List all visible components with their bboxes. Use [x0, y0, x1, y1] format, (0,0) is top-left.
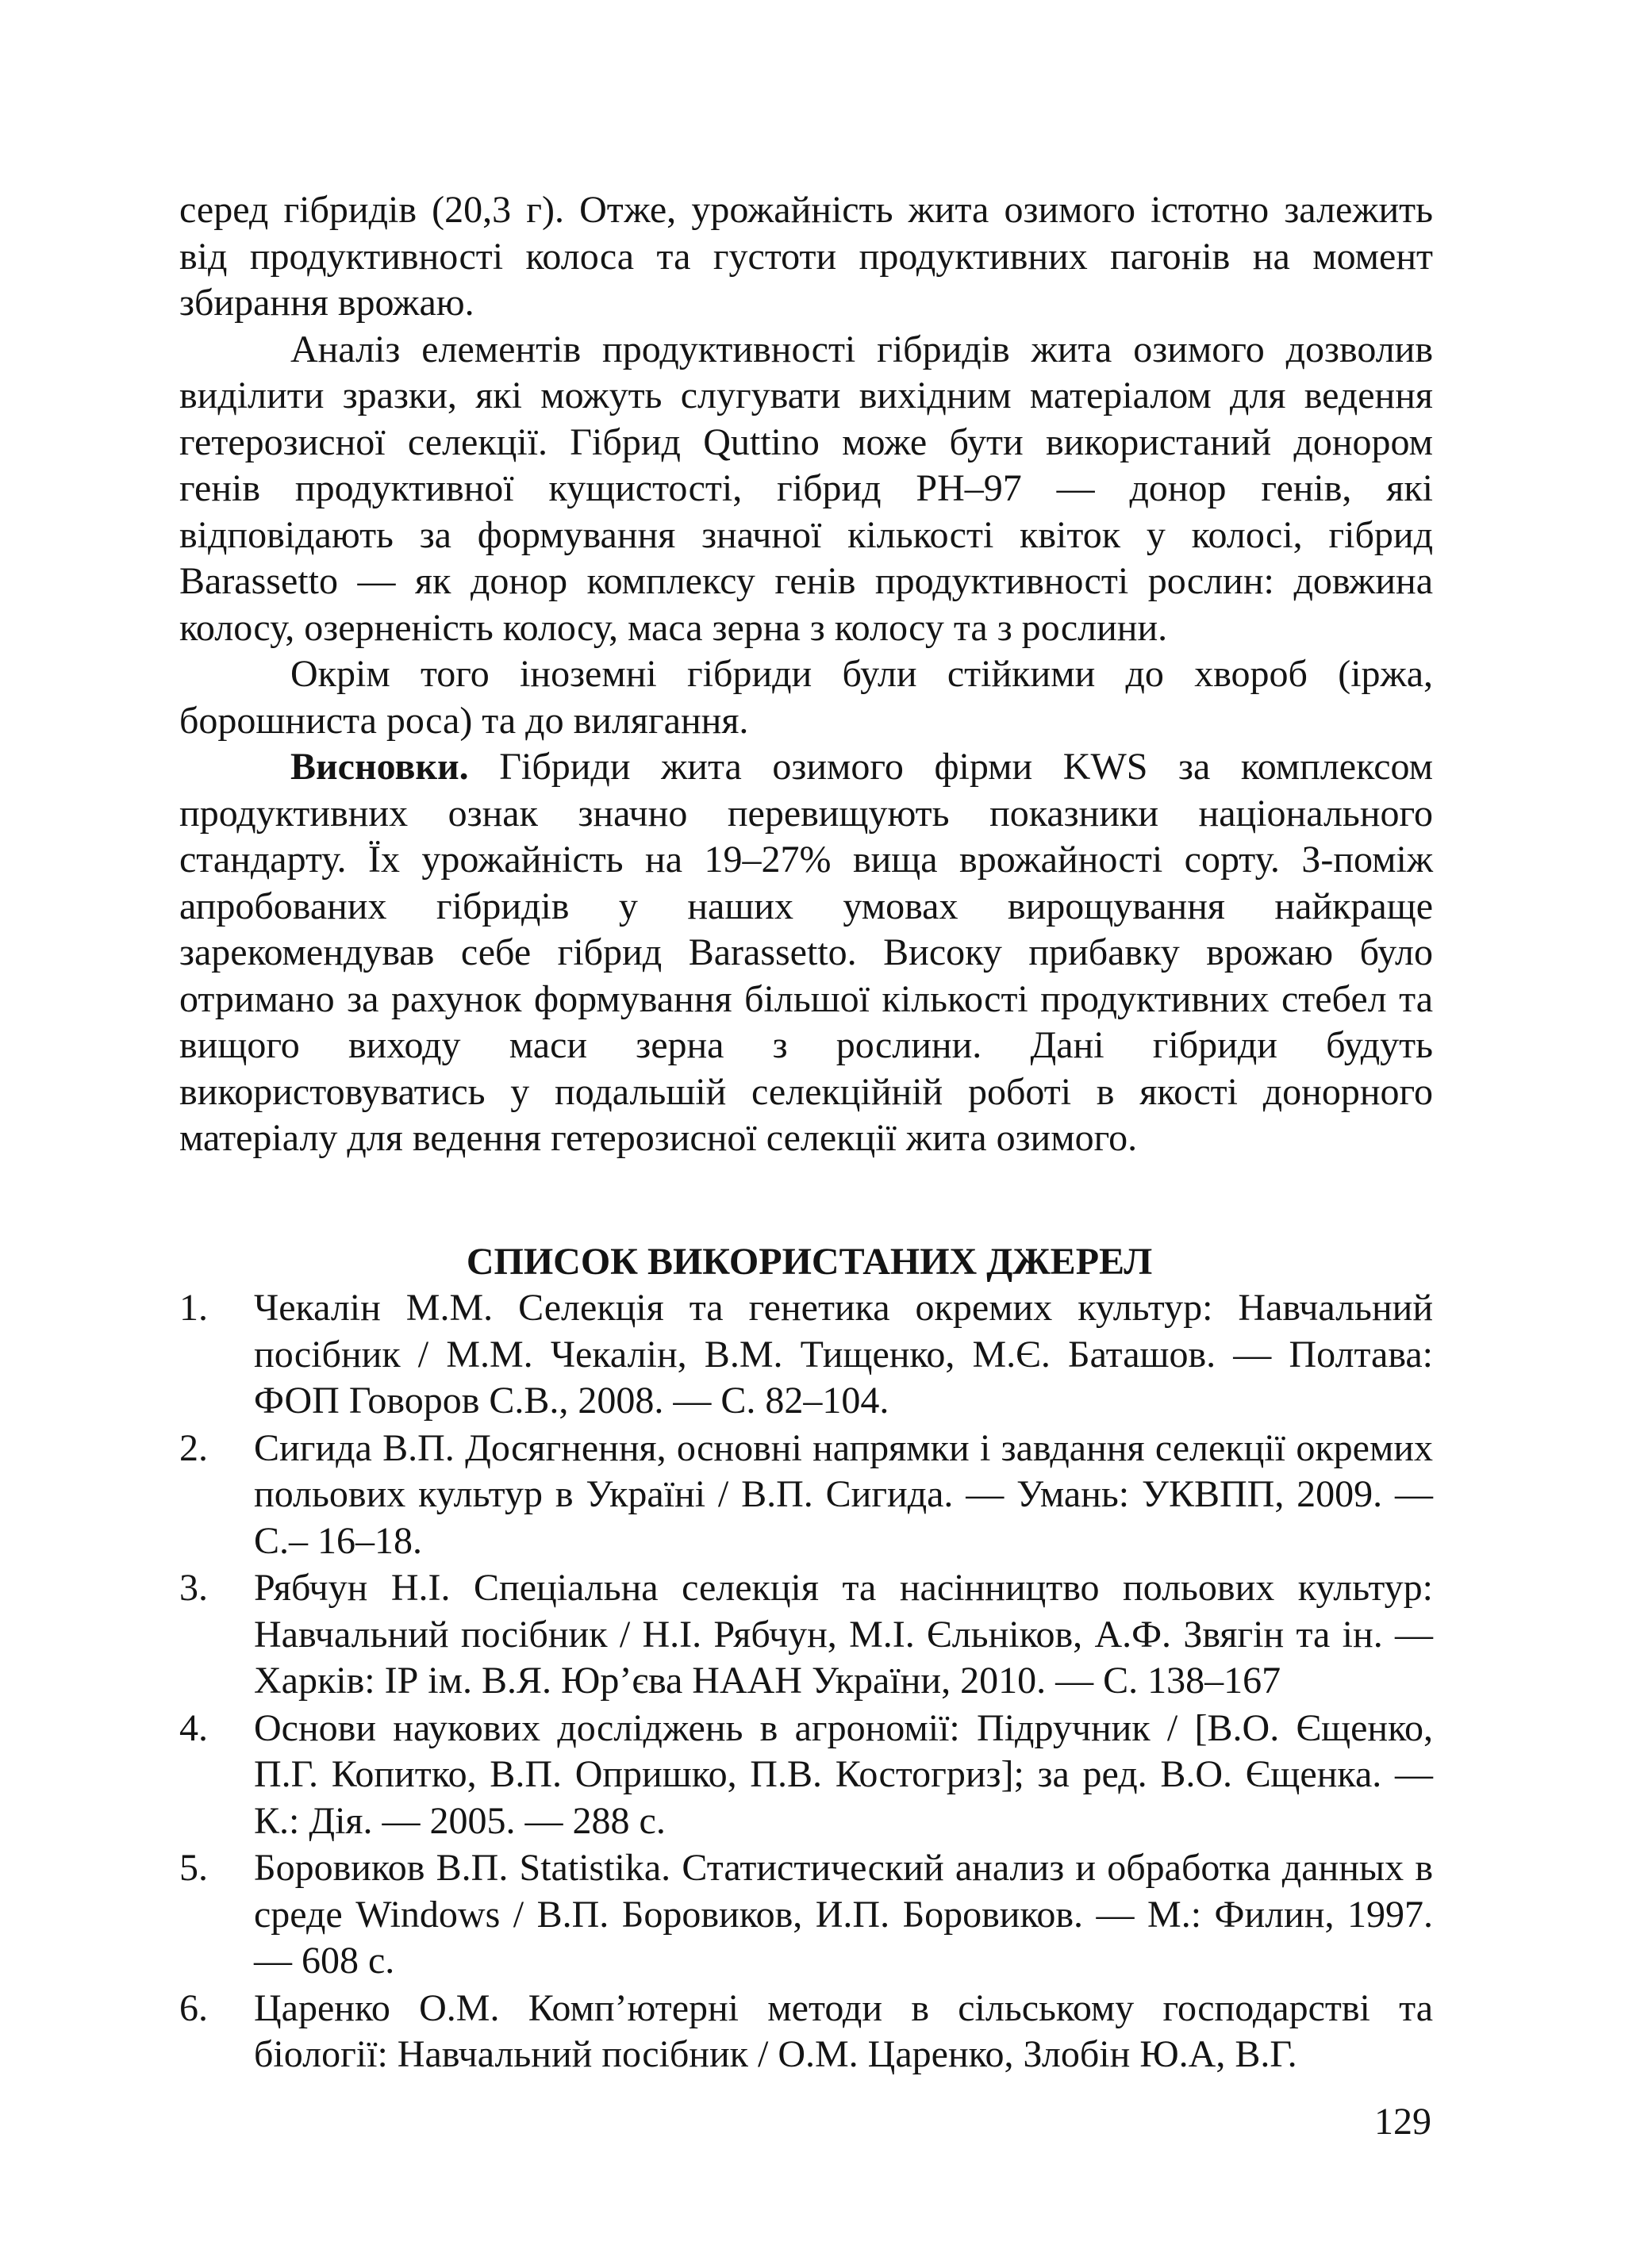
reference-item [179, 1285, 1433, 1425]
reference-text: Царенко О.М. Комп’ютерні методи в сільському господарстві та біології: Навчальний посібник / О.М. Царенко, Злобін Ю.А, В.Г. [254, 1986, 1433, 2075]
reference-text: Сигида В.П. Досягнення, основні напрямки і завдання селекції окремих польових культур в Україні / В.П. Сигида. — Умань: УКВПП, 2009. — С.– 16–18. [254, 1426, 1433, 1562]
paragraph-continuation: серед гібридів (20,3 г). Отже, урожайність жита озимого істотно залежить від продуктивності колоса та густоти продуктивних пагонів на момент збирання врожаю. [179, 189, 1433, 324]
reference-number: 5. [179, 1847, 208, 1889]
reference-item [179, 1845, 1433, 1985]
reference-item [179, 1426, 1433, 1565]
paragraph-analysis: Аналіз елементів продуктивності гібридів жита озимого дозволив виділити зразки, які можуть слугувати вихідним матеріалом для ведення гетерозисної селекції. Гібрид Quttino може бути використаний донором генів продуктивної кущистості, гібрид РН–97 — донор генів, які відповідають за формування значної кількості квіток у колосі, гібрид Barassetto — як донор комплексу генів продуктивності рослин: довжина колосу, озерненість колосу, маса зерна з колосу та з рослини. [179, 328, 1433, 649]
page-content [179, 187, 1433, 2079]
reference-number: 1. [179, 1287, 208, 1329]
paragraph-conclusions [179, 744, 1433, 1162]
reference-number: 3. [179, 1567, 208, 1609]
conclusions-label: Висновки. [290, 746, 469, 788]
page-number: 129 [1374, 2101, 1431, 2143]
conclusions-text: Гібриди жита озимого фірми KWS за комплексом продуктивних ознак значно перевищують показники національного стандарту. Їх урожайність на 19–27% вища врожайності сорту. З-поміж апробованих гібридів у наших умовах вирощування найкраще зарекомендував себе гібрид Barassetto. Високу прибавку врожаю було отримано за рахунок формування більшої кількості продуктивних стебел та вищого виходу маси зерна з рослини. Дані гібриди будуть використовуватись у подальшій селекційній роботі в якості донорного матеріалу для ведення гетерозисної селекції жита озимого. [179, 746, 1434, 1159]
reference-text: Чекалін М.М. Селекція та генетика окремих культур: Навчальний посібник / М.М. Чекалін, В.М. Тищенко, М.Є. Баташов. — Полтава: ФОП Говоров С.В., 2008. — С. 82–104. [254, 1287, 1433, 1422]
reference-text: Рябчун Н.І. Спеціальна селекція та насінництво польових культур: Навчальний посібник / Н.І. Рябчун, М.І. Єльніков, А.Ф. Звягін та ін. — Харків: ІР ім. В.Я. Юр’єва НААН України, 2010. — С. 138–167 [254, 1567, 1433, 1702]
paragraph-resistance: Окрім того іноземні гібриди були стійкими до хвороб (іржа, борошниста роса) та до вилягання. [179, 653, 1433, 742]
reference-item [179, 1706, 1433, 1845]
reference-number: 4. [179, 1706, 208, 1749]
reference-number: 2. [179, 1426, 208, 1469]
reference-number: 6. [179, 1986, 208, 2029]
reference-item [179, 1986, 1433, 2078]
references-list [179, 1285, 1433, 2078]
references-heading: СПИСОК ВИКОРИСТАНИХ ДЖЕРЕЛ [466, 1240, 1153, 1283]
reference-text: Боровиков В.П. Statistika. Статистический анализ и обработка данных в среде Windows / В.П. Боровиков, И.П. Боровиков. — М.: Филин, 1997. — 608 с. [254, 1847, 1433, 1982]
reference-item [179, 1565, 1433, 1705]
reference-text: Основи наукових досліджень в агрономії: Підручник / [В.О. Єщенко, П.Г. Копитко, В.П. Опришко, П.В. Костогриз]; за ред. В.О. Єщенка. — К.: Дія. — 2005. — 288 с. [254, 1706, 1433, 1842]
